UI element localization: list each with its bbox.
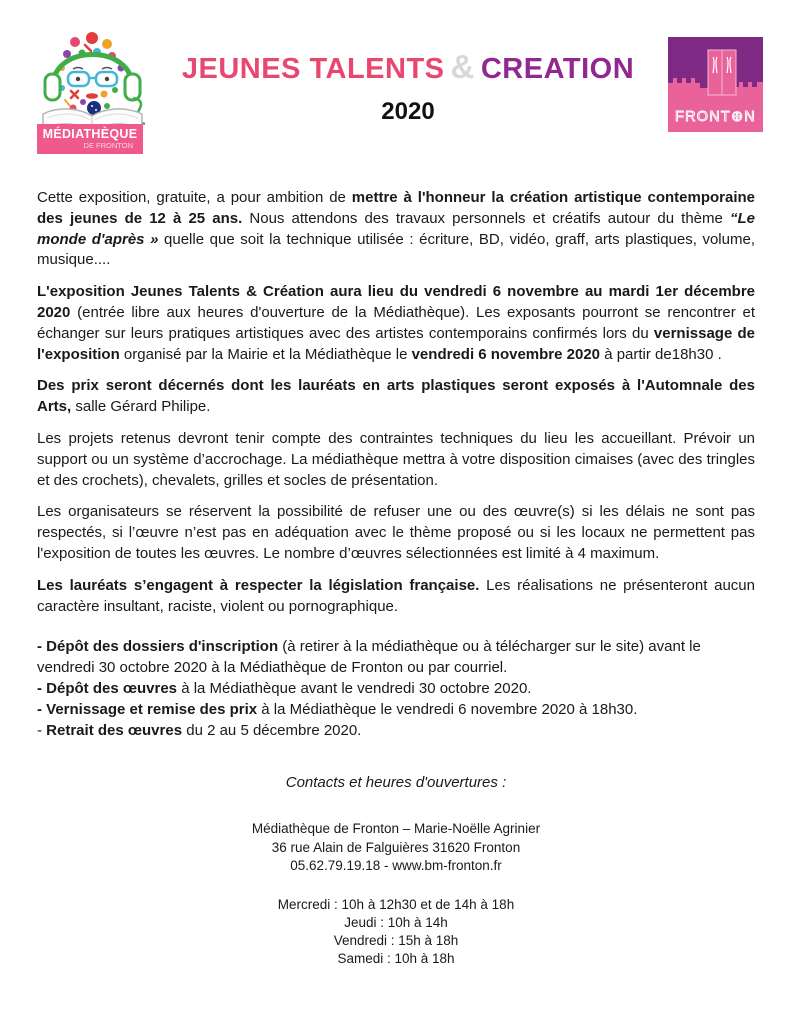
paragraph-prix xyxy=(37,376,755,418)
title-jeunes-talents: JEUNES TALENTS xyxy=(181,53,445,85)
text-run: “Le monde d'après » xyxy=(37,209,755,248)
opening-hours-block xyxy=(37,896,755,968)
title-creation: CREATION xyxy=(480,53,635,85)
contacts-heading: Contacts et heures d'ouvertures : xyxy=(285,774,507,792)
text-run: à la Médiathèque le vendredi 6 novembre 2020 à 18h30. xyxy=(257,700,638,718)
text-run: vernissage de l'exposition xyxy=(37,324,755,363)
text-run: Les organisateurs se réservent la possibilité de refuser une ou des œuvre(s) si les délais ne sont pas respectés, si l’œuvre n’est pas en adéquation avec le thème proposé ou si les locaux ne permettent pas l'exposition de toutes les œuvres. Le nombre d’œuvres sélectionnées est limité à 4 maximum. xyxy=(37,503,755,562)
list-item-depot-dossiers xyxy=(37,637,755,679)
text-run: organisé par la Mairie et la Médiathèque le xyxy=(119,345,412,363)
hours-line-samedi: Samedi : 10h à 18h xyxy=(337,950,455,966)
contacts-section xyxy=(37,773,755,967)
text-run: salle Gérard Philipe. xyxy=(71,398,211,416)
text-run: Cette exposition, gratuite, a pour ambition de xyxy=(37,189,352,206)
title-ampersand: & xyxy=(450,48,475,85)
text-run: quelle que soit la technique utilisée : écriture, BD, vidéo, graff, arts plastiques, volume, musique.... xyxy=(37,230,755,269)
page-title xyxy=(148,48,668,86)
text-run: (entrée libre aux heures d'ouverture de la Médiathèque). Les exposants pourront se rencontrer et échanger sur leurs pratiques artistiques avec des artistes contemporains confirmés lors du xyxy=(37,303,755,342)
text-run: du 2 au 5 décembre 2020. xyxy=(182,721,362,739)
list-item-vernissage xyxy=(37,700,755,721)
mediatheque-logo-art xyxy=(37,28,148,132)
text-run: (à retirer à la médiathèque ou à télécharger sur le site) avant le vendredi 30 octobre 2020 à la Médiathèque de Fronton ou par courriel. xyxy=(37,638,701,677)
text-run: vendredi 6 novembre 2020 xyxy=(411,345,601,363)
text-run: Les projets retenus devront tenir compte des contraintes techniques du lieu les accueillant. Prévoir un support ou un système d’accrochage. La médiathèque mettra à votre disposition cimaises (avec des tringles et des crochets), chevalets, grilles et socles de présentation. xyxy=(37,429,755,489)
text-run: - Dépôt des dossiers d'inscription xyxy=(37,638,279,656)
document-body xyxy=(0,158,791,968)
deadlines-list xyxy=(37,637,755,741)
contact-address-block xyxy=(37,820,755,876)
contact-line-address: 36 rue Alain de Falguières 31620 Fronton xyxy=(271,839,521,855)
fronton-logo-label: FRONT⊕N xyxy=(675,109,756,125)
text-run: - Vernissage et remise des prix xyxy=(37,700,258,718)
glasses-icon xyxy=(68,68,117,87)
text-run: Retrait des œuvres xyxy=(46,721,183,739)
header xyxy=(0,0,791,158)
hours-line-vendredi: Vendredi : 15h à 18h xyxy=(333,932,459,948)
paragraph-legislation xyxy=(37,576,755,618)
contact-line-name: Médiathèque de Fronton – Marie-Noëlle Agrinier xyxy=(251,821,541,837)
text-run: Nous attendons des travaux personnels et créatifs autour du thème xyxy=(242,209,730,227)
paragraph-intro xyxy=(37,188,755,271)
text-run: à la Médiathèque avant le vendredi 30 octobre 2020. xyxy=(177,679,532,697)
hours-line-jeudi: Jeudi : 10h à 14h xyxy=(344,914,448,930)
fronton-logo xyxy=(668,37,763,132)
paragraph-exposition-dates xyxy=(37,282,755,365)
text-run: - xyxy=(37,721,47,739)
text-run: - Dépôt des œuvres xyxy=(37,679,178,697)
text-run: à partir de18h30 . xyxy=(600,345,722,363)
contact-line-phone-website: 05.62.79.19.18 - www.bm-fronton.fr xyxy=(290,858,502,874)
mediatheque-logo xyxy=(37,28,148,158)
title-block xyxy=(148,28,668,126)
list-item-depot-oeuvres xyxy=(37,679,755,700)
mediatheque-banner xyxy=(37,124,143,154)
text-run: mettre à l'honneur la création artistique contemporaine des jeunes de 12 à 25 ans. xyxy=(37,189,755,227)
text-run: L'exposition Jeunes Talents & Création aura lieu du vendredi 6 novembre au mardi 1er décembre 2020 xyxy=(37,283,755,321)
hours-line-mercredi: Mercredi : 10h à 12h30 et de 14h à 18h xyxy=(277,896,515,912)
text-run: Les réalisations ne présenteront aucun caractère insultant, raciste, violent ou pornographique. xyxy=(37,576,755,615)
mediatheque-banner-title: MÉDIATHÈQUE xyxy=(42,126,138,141)
fronton-logo-art xyxy=(668,37,763,132)
text-run: Des prix seront décernés dont les lauréats en arts plastiques seront exposés à l'Automnale des Arts, xyxy=(37,377,755,416)
title-year: 2020 xyxy=(381,98,435,125)
text-run: Les lauréats s’engagent à respecter la législation française. xyxy=(37,576,480,594)
paragraph-organisateurs xyxy=(37,502,755,564)
list-item-retrait-oeuvres xyxy=(37,721,755,742)
paragraph-contraintes xyxy=(37,429,755,491)
mediatheque-banner-subtitle: DE FRONTON xyxy=(83,140,133,150)
